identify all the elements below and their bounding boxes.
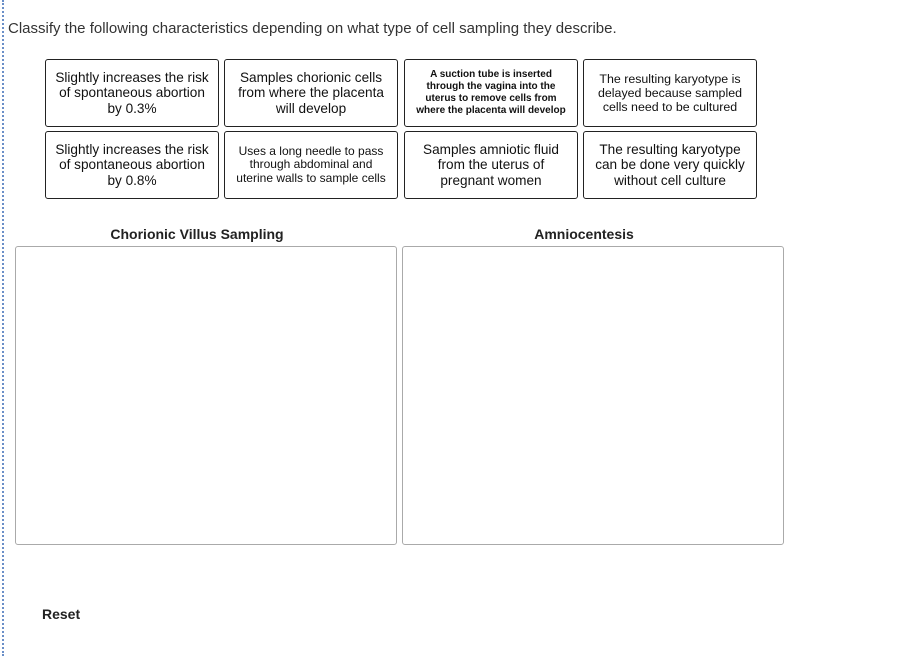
bin-label-amniocentesis: Amniocentesis [534, 226, 634, 242]
question-text: Classify the following characteristics depending on what type of cell sampling they describe. [8, 20, 617, 37]
drop-zone-cvs[interactable] [15, 246, 397, 545]
reset-button[interactable]: Reset [42, 606, 81, 622]
bin-label-cvs: Chorionic Villus Sampling [110, 226, 284, 242]
card-abortion-0-3[interactable]: Slightly increases the risk of spontaneous abortion by 0.3% [45, 59, 219, 127]
card-samples-chorionic[interactable]: Samples chorionic cells from where the placenta will develop [224, 59, 398, 127]
card-abortion-0-8[interactable]: Slightly increases the risk of spontaneous abortion by 0.8% [45, 131, 219, 199]
card-amniotic-fluid[interactable]: Samples amniotic fluid from the uterus of pregnant women [404, 131, 578, 199]
card-karyotype-delayed[interactable]: The resulting karyotype is delayed because sampled cells need to be cultured [583, 59, 757, 127]
drop-zone-amniocentesis[interactable] [402, 246, 784, 545]
card-suction-tube[interactable]: A suction tube is inserted through the vagina into the uterus to remove cells from where the placenta will develop [404, 59, 578, 127]
left-dotted-border [2, 0, 4, 656]
card-karyotype-quick[interactable]: The resulting karyotype can be done very quickly without cell culture [583, 131, 757, 199]
card-long-needle[interactable]: Uses a long needle to pass through abdominal and uterine walls to sample cells [224, 131, 398, 199]
